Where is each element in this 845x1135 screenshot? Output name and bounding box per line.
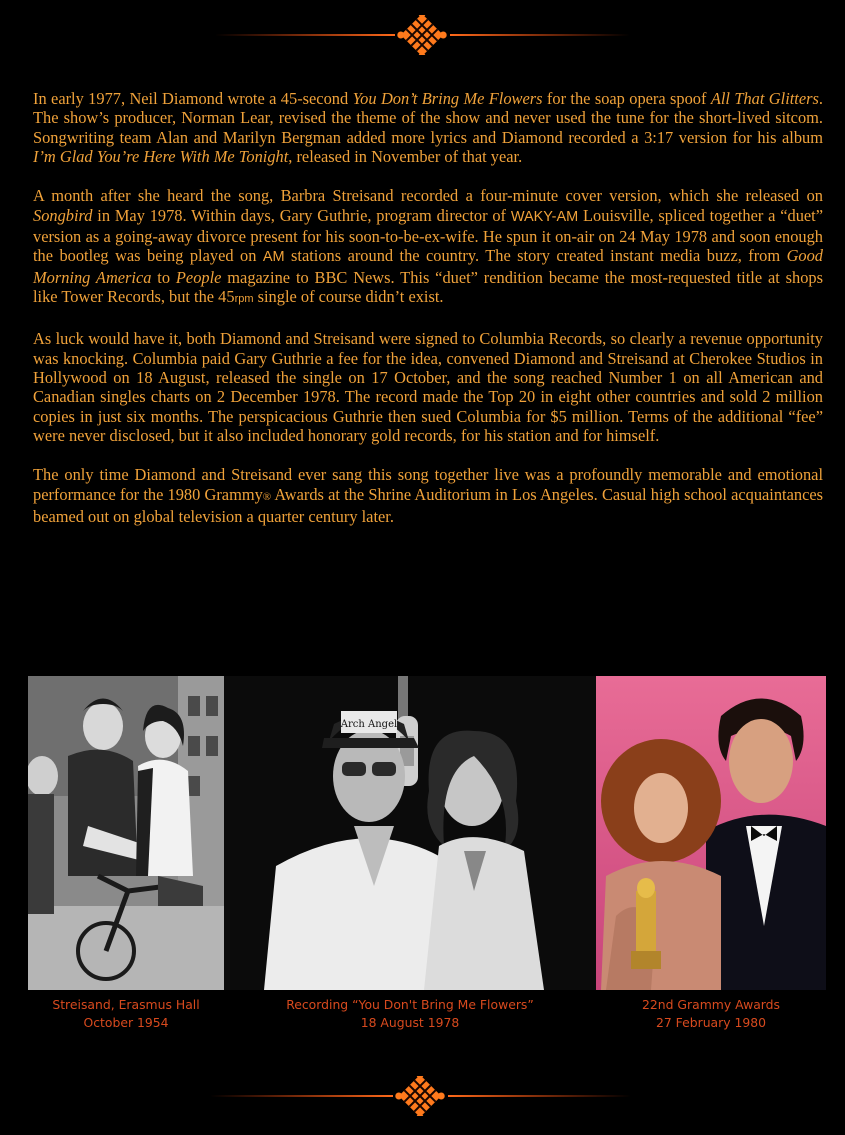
text-run: magazine to BBC News. This “duet” rendition became the most-requested title at shops like Tower Records, but the 45	[33, 267, 823, 307]
text-run: Awards at the Shrine Auditorium in Los Angeles. Casual high school acquaintances beamed out on global television a quarter century later.	[33, 484, 823, 527]
station-name: WAKY-AM	[510, 208, 579, 225]
text-run: , released in November of that year.	[288, 147, 523, 167]
caption-line: Streisand, Erasmus Hall	[52, 997, 200, 1012]
text-run: stations around the country. The story created instant media buzz, from	[284, 246, 787, 266]
tv-show-title: Good Morning America	[33, 246, 824, 287]
bottom-ornament	[0, 1076, 845, 1116]
caption-line: Recording “You Don't Bring Me Flowers”	[286, 997, 534, 1012]
caption-line: 22nd Grammy Awards	[641, 997, 781, 1012]
song-title: You Don’t Bring Me Flowers	[352, 89, 543, 108]
rpm-label: rpm	[234, 293, 254, 306]
show-title: All That Glitters	[710, 89, 819, 108]
paragraph-2	[33, 186, 823, 309]
caption-date: October 1954	[83, 1015, 169, 1030]
registered-mark: ®	[262, 490, 272, 503]
text-run: single of course didn’t exist.	[253, 287, 444, 307]
text-run: A month after she heard the song, Barbra Streisand recorded a four-minute cover version, which she released on	[33, 186, 823, 206]
text-run: to	[151, 267, 176, 287]
caption-photo-3	[596, 996, 826, 1032]
album-title: Songbird	[33, 205, 93, 225]
caption-photo-1	[28, 996, 224, 1032]
text-run: for the soap opera spoof	[542, 89, 711, 108]
paragraph-3: As luck would have it, both Diamond and Streisand were signed to Columbia Records, so clearly a revenue opportunity was knocking. Columbia paid Gary Guthrie a fee for the idea, convened Diamond and Streisand at Cherokee Studios in Hollywood on 18 August, released the single on 17 October, and the song reached Number 1 on all American and Canadian singles charts on 2 December 1978. The record made the Top 20 in eight other countries and sold 2 million copies in just six months. The perspicacious Guthrie then sued Columbia for $5 million. Terms of the additional “fee” were never disclosed, but it also included honorary gold records, for his station and for himself.	[33, 329, 823, 446]
paragraph-1	[33, 89, 823, 167]
photo-grammy-awards	[596, 676, 826, 990]
text-run: in May 1978. Within days, Gary Guthrie, program director of	[92, 205, 511, 225]
text-run: The only time Diamond and Streisand ever sang this song together live was a profoundly memorable and emotional performance for the 1980 Grammy	[33, 465, 823, 504]
caption-date: 18 August 1978	[360, 1015, 460, 1030]
caption-date: 27 February 1980	[655, 1015, 767, 1030]
cap-logo-text: Arch Angel	[340, 719, 398, 730]
paragraph-4	[33, 465, 823, 526]
photo-recording-session	[224, 676, 596, 990]
endless-knot-icon	[394, 1076, 446, 1116]
album-title: I’m Glad You’re Here With Me Tonight	[33, 147, 289, 167]
magazine-title: People	[175, 267, 222, 287]
article-body	[33, 89, 823, 546]
text-run: . The show’s producer, Norman Lear, revised the theme of the show and never used the tune for the short-lived sitcom. Songwriting team Alan and Marilyn Bergman added more lyrics and Diamond recorded a 3:17 version for his album	[33, 89, 824, 147]
am-label: AM	[262, 249, 285, 266]
top-ornament	[0, 15, 845, 55]
photo-erasmus-hall	[28, 676, 224, 990]
caption-photo-2	[224, 996, 596, 1032]
text-run: Louisville, spliced together a “duet” version as a going-away divorce present for his soon-to-be-ex-wife. He spun it on-air on 24 May 1978 and soon enough the bootleg was being played on	[33, 205, 823, 266]
endless-knot-icon	[396, 15, 448, 55]
text-run: In early 1977, Neil Diamond wrote a 45-second	[33, 89, 353, 108]
